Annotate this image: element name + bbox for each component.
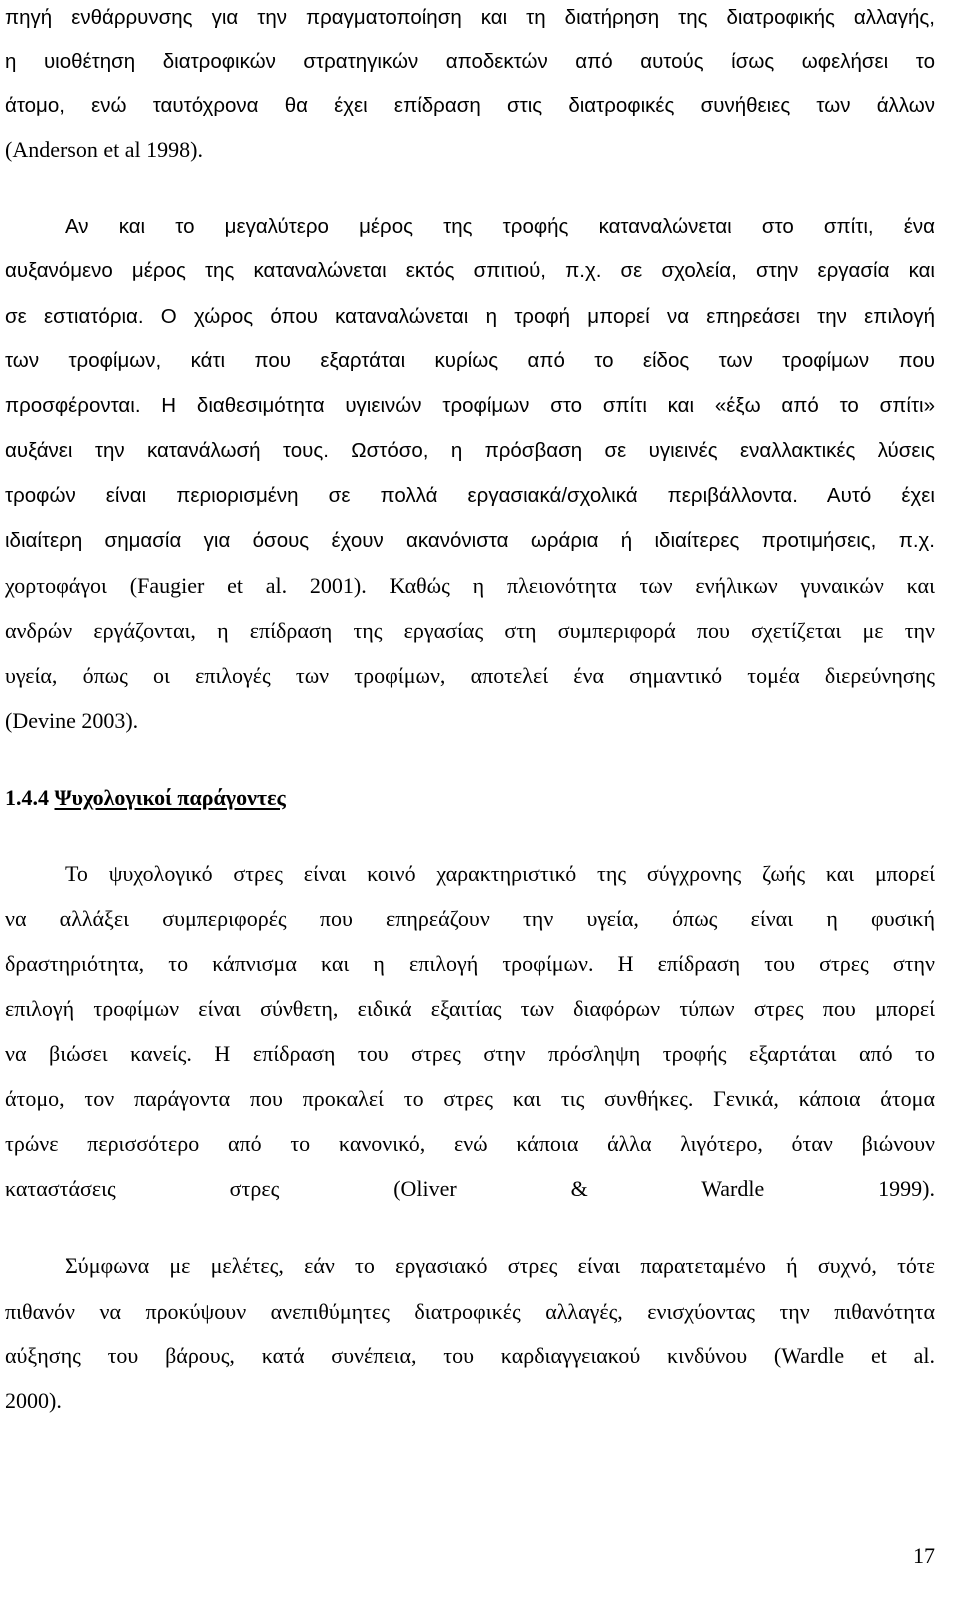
- text-line: υγεία, όπως οι επιλογές των τροφίμων, αποτελεί ένα σημαντικό τομέα διερεύνησης: [5, 663, 935, 688]
- text-line: προσφέρονται. Η διαθεσιμότητα υγιεινών τροφίμων στο σπίτι και «έξω από το σπίτι»: [5, 394, 935, 417]
- text-line: σε εστιατόρια. Ο χώρος όπου καταναλώνεται η τροφή μπορεί να επηρεάσει την επιλογή: [5, 305, 935, 328]
- section-title: Ψυχολογικοί παράγοντες: [54, 785, 286, 810]
- paragraph-first-line: Σύμφωνα με μελέτες, εάν το εργασιακό στρες είναι παρατεταμένο ή συχνό, τότε: [65, 1253, 935, 1278]
- text-line: καταστάσεις στρες (Oliver & Wardle 1999).: [5, 1176, 935, 1201]
- text-line: πιθανόν να προκύψουν ανεπιθύμητες διατροφικές αλλαγές, ενισχύοντας την πιθανότητα: [5, 1299, 935, 1324]
- text-line: να αλλάξει συμπεριφορές που επηρεάζουν την υγεία, όπως είναι η φυσική: [5, 906, 935, 931]
- text-line: τρώνε περισσότερο από το κανονικό, ενώ κάποια άλλα λιγότερο, όταν βιώνουν: [5, 1131, 935, 1156]
- text-line: ιδιαίτερη σημασία για όσους έχουν ακανόνιστα ωράρια ή ιδιαίτερες προτιμήσεις, π.χ.: [5, 529, 935, 552]
- section-heading: [5, 783, 286, 813]
- text-line: ανδρών εργάζονται, η επίδραση της εργασίας στη συμπεριφορά που σχετίζεται με την: [5, 618, 935, 643]
- text-line: αυξάνει την κατανάλωσή τους. Ωστόσο, η πρόσβαση σε υγιεινές εναλλακτικές λύσεις: [5, 439, 935, 462]
- text-line: άτομο, ενώ ταυτόχρονα θα έχει επίδραση στις διατροφικές συνήθειες των άλλων: [5, 94, 935, 117]
- paragraph-first-line: Το ψυχολογικό στρες είναι κοινό χαρακτηριστικό της σύγχρονης ζωής και μπορεί: [65, 861, 935, 886]
- text-line: (Devine 2003).: [5, 708, 139, 733]
- text-line: να βιώσει κανείς. Η επίδραση του στρες στην πρόσληψη τροφής εξαρτάται από το: [5, 1041, 935, 1066]
- text-line: άτομο, τον παράγοντα που προκαλεί το στρες και τις συνθήκες. Γενικά, κάποια άτομα: [5, 1086, 935, 1111]
- text-line: των τροφίμων, κάτι που εξαρτάται κυρίως από το είδος των τροφίμων που: [5, 349, 935, 372]
- text-line: δραστηριότητα, το κάπνισμα και η επιλογή τροφίμων. Η επίδραση του στρες στην: [5, 951, 935, 976]
- text-line: τροφών είναι περιορισμένη σε πολλά εργασιακά/σχολικά περιβάλλοντα. Αυτό έχει: [5, 484, 935, 507]
- text-line: (Anderson et al 1998).: [5, 137, 203, 162]
- text-line: επιλογή τροφίμων είναι σύνθετη, ειδικά εξαιτίας των διαφόρων τύπων στρες που μπορεί: [5, 996, 935, 1021]
- text-line: η υιοθέτηση διατροφικών στρατηγικών αποδεκτών από αυτούς ίσως ωφελήσει το: [5, 50, 935, 73]
- text-line: αύξησης του βάρους, κατά συνέπεια, του καρδιαγγειακού κινδύνου (Wardle et al.: [5, 1343, 935, 1368]
- page-number: 17: [913, 1543, 935, 1568]
- text-line: πηγή ενθάρρυνσης για την πραγματοποίηση και τη διατήρηση της διατροφικής αλλαγής,: [5, 6, 935, 29]
- paragraph-first-line: Αν και το μεγαλύτερο μέρος της τροφής καταναλώνεται στο σπίτι, ένα: [65, 215, 935, 238]
- text-line: χορτοφάγοι (Faugier et al. 2001). Καθώς η πλειονότητα των ενήλικων γυναικών και: [5, 573, 935, 598]
- section-number: 1.4.4: [5, 785, 49, 810]
- text-line: 2000).: [5, 1388, 62, 1413]
- text-line: αυξανόμενο μέρος της καταναλώνεται εκτός σπιτιού, π.χ. σε σχολεία, στην εργασία και: [5, 259, 935, 282]
